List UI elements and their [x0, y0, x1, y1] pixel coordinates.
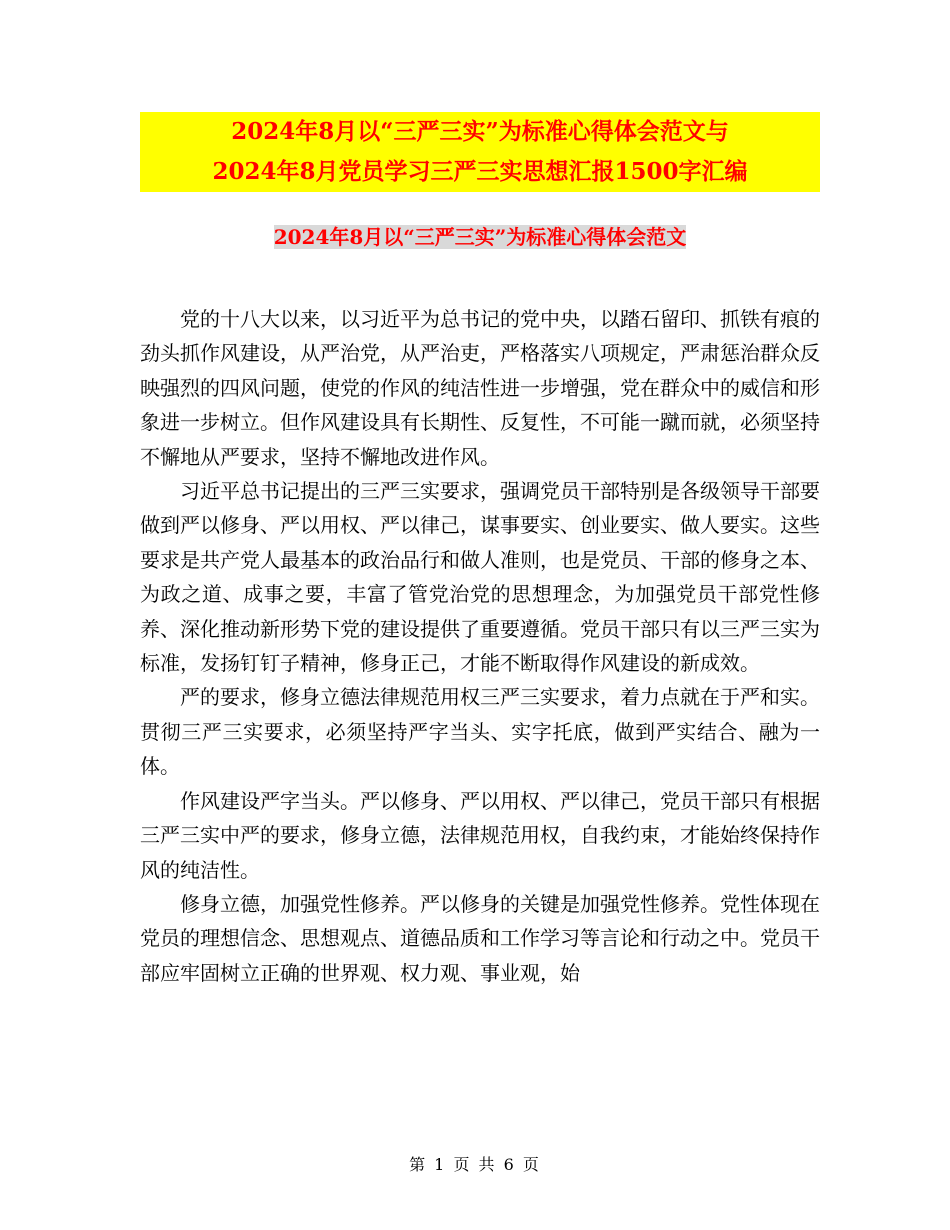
section-heading — [140, 220, 820, 254]
title-line-2: 2024年8月党员学习三严三实思想汇报1500字汇编 — [212, 158, 748, 185]
page-footer — [0, 1152, 950, 1175]
paragraph-1: 党的十八大以来，以习近平为总书记的党中央，以踏石留印、抓铁有痕的劲头抓作风建设，从严治党，从严治吏，严格落实八项规定，严肃惩治群众反映强烈的四风问题，使党的作风的纯洁性进一步增强，党在群众中的威信和形象进一步树立。但作风建设具有长期性、反复性，不可能一蹴而就，必须坚持不懈地从严要求，坚持不懈地改进作风。 — [140, 307, 820, 469]
paragraph-5: 修身立德，加强党性修养。严以修身的关键是加强党性修养。党性体现在党员的理想信念、思想观点、道德品质和工作学习等言论和行动之中。党员干部应牢固树立正确的世界观、权力观、事业观，始 — [140, 891, 820, 985]
paragraph-2: 习近平总书记提出的三严三实要求，强调党员干部特别是各级领导干部要做到严以修身、严以用权、严以律己，谋事要实、创业要实、做人要实。这些要求是共产党人最基本的政治品行和做人准则，也是党员、干部的修身之本、为政之道、成事之要，丰富了管党治党的思想理念，为加强党员干部党性修养、深化推动新形势下党的建设提供了重要遵循。党员干部只有以三严三实为标准，发扬钉钉子精神，修身正己，才能不断取得作风建设的新成效。 — [140, 479, 820, 676]
document-title — [140, 112, 820, 192]
title-line-1: 2024年8月以“三严三实”为标准心得体会范文与 — [231, 118, 729, 145]
paragraph-3: 严的要求，修身立德法律规范用权三严三实要求，着力点就在于严和实。贯彻三严三实要求，必须坚持严字当头、实字托底，做到严实结合、融为一体。 — [140, 685, 820, 779]
paragraph-4: 作风建设严字当头。严以修身、严以用权、严以律己，党员干部只有根据三严三实中严的要求，修身立德，法律规范用权，自我约束，才能始终保持作风的纯洁性。 — [140, 788, 820, 882]
page-indicator: 第 1 页 共 6 页 — [409, 1155, 541, 1174]
body-text — [140, 302, 820, 990]
section-heading-text: 2024年8月以“三严三实”为标准心得体会范文 — [273, 225, 687, 249]
